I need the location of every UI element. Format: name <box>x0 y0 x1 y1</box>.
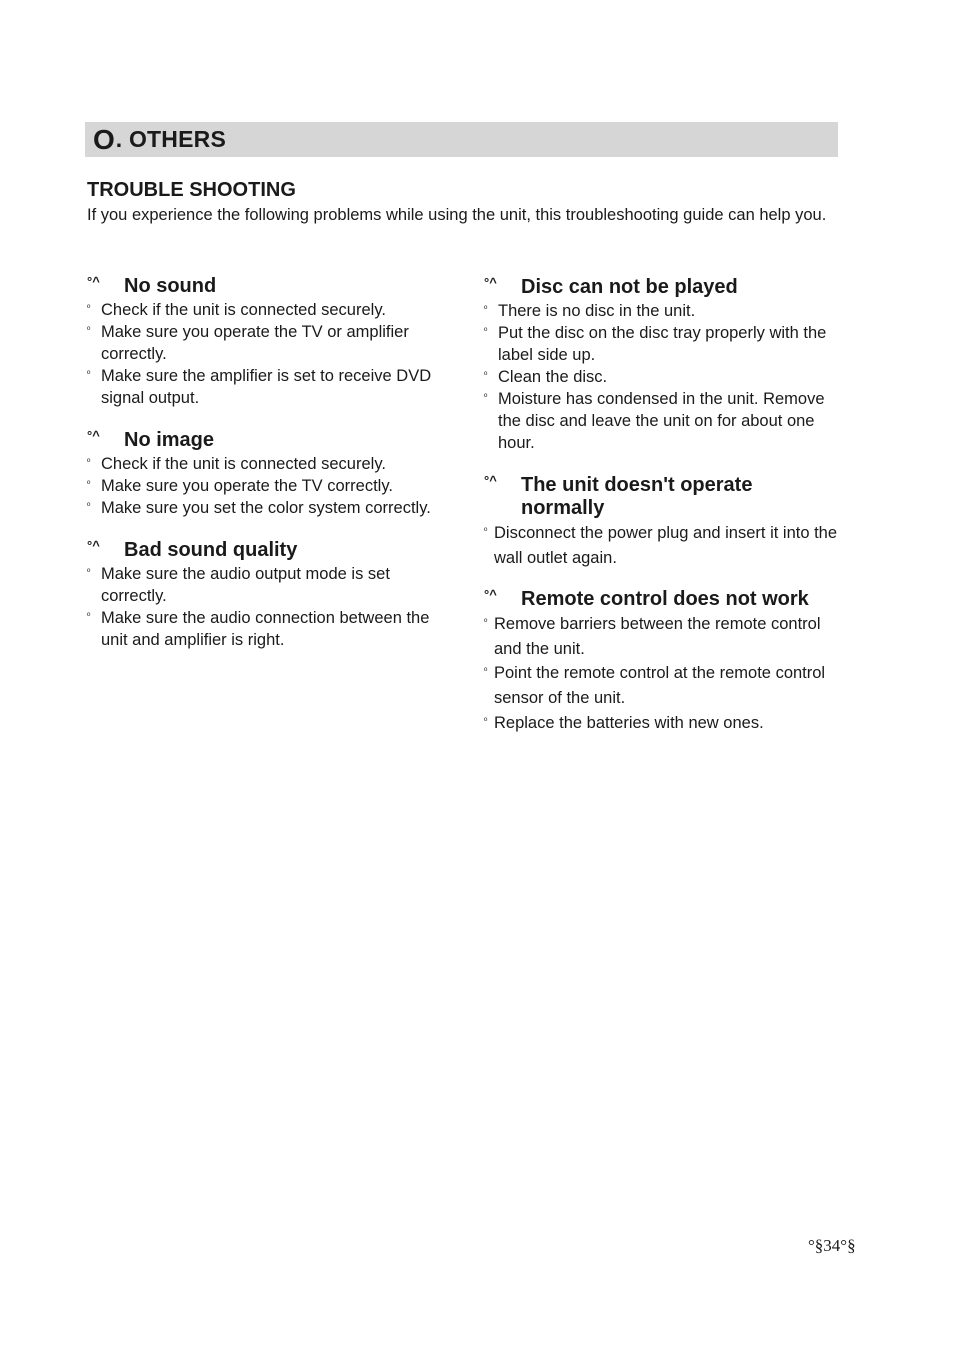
section-header <box>85 122 838 157</box>
problem-title: No image <box>124 429 215 451</box>
problem-no-image <box>87 429 452 519</box>
list-item: º Disconnect the power plug and insert it into the wall outlet again. <box>484 521 846 570</box>
page-number: °§34°§ <box>808 1236 856 1255</box>
bullet-icon: º <box>87 303 91 313</box>
problem-title: Bad sound quality <box>124 539 298 561</box>
list-item: º Make sure you operate the TV correctly. <box>87 477 393 495</box>
problem-title: No sound <box>124 275 217 297</box>
problem-marker: °^ <box>484 473 497 488</box>
list-item: º Remove barriers between the remote control and the unit. <box>484 612 846 661</box>
list-item: º Make sure the audio connection between the unit and amplifier is right. <box>87 609 430 649</box>
list-item: º Make sure the audio output mode is set correctly. <box>87 565 390 605</box>
bullet-icon: º <box>87 611 91 621</box>
list-item: º Replace the batteries with new ones. <box>484 711 846 736</box>
problem-unit-not-operating <box>484 474 846 570</box>
list-item: º Make sure the amplifier is set to receive DVD signal output. <box>87 367 432 407</box>
left-column <box>87 275 452 651</box>
list-item: º Clean the disc. <box>484 368 608 386</box>
bullet-icon: º <box>484 617 488 628</box>
problem-disc-not-played <box>484 276 846 454</box>
list-item: º Make sure you operate the TV or amplifier correctly. <box>87 323 409 363</box>
problem-marker: °^ <box>87 538 100 553</box>
bullet-icon: º <box>484 526 488 536</box>
problem-marker: °^ <box>484 587 497 603</box>
problem-marker: °^ <box>87 428 100 443</box>
right-column <box>484 276 846 735</box>
bullet-icon: º <box>484 666 488 677</box>
bullet-icon: º <box>87 479 91 489</box>
list-item: º Check if the unit is connected securely. <box>87 301 386 319</box>
bullet-icon: º <box>484 304 488 314</box>
problem-title: The unit doesn't operate normally <box>521 474 753 519</box>
bullet-icon: º <box>87 567 91 577</box>
intro-paragraph: If you experience the following problems while using the unit, this troubleshooting guide can help you. <box>87 206 827 224</box>
trouble-shooting-heading: TROUBLE SHOOTING <box>87 179 296 201</box>
list-item: º Check if the unit is connected securely. <box>87 455 386 473</box>
list-item: º Put the disc on the disc tray properly with the label side up. <box>484 324 827 364</box>
list-item: º Point the remote control at the remote control sensor of the unit. <box>484 661 846 710</box>
list-item: º Moisture has condensed in the unit. Remove the disc and leave the unit on for about one hour. <box>484 390 825 452</box>
bullet-icon: º <box>87 369 91 379</box>
list-item: º There is no disc in the unit. <box>484 302 696 320</box>
bullet-icon: º <box>484 370 488 380</box>
bullet-icon: º <box>484 715 488 726</box>
bullet-icon: º <box>484 326 488 336</box>
problem-marker: °^ <box>484 275 497 290</box>
problem-bad-sound-quality <box>87 539 452 651</box>
problem-marker: °^ <box>87 274 100 289</box>
bullet-icon: º <box>87 501 91 511</box>
bullet-icon: º <box>87 457 91 467</box>
bullet-icon: º <box>484 392 488 402</box>
bullet-icon: º <box>87 325 91 335</box>
problem-title: Remote control does not work <box>521 588 809 611</box>
section-letter: O <box>93 123 115 155</box>
problem-no-sound <box>87 275 452 409</box>
problem-remote-not-working <box>484 588 846 735</box>
problem-title: Disc can not be played <box>521 276 738 298</box>
section-title: . OTHERS <box>115 126 227 152</box>
list-item: º Make sure you set the color system correctly. <box>87 499 431 517</box>
